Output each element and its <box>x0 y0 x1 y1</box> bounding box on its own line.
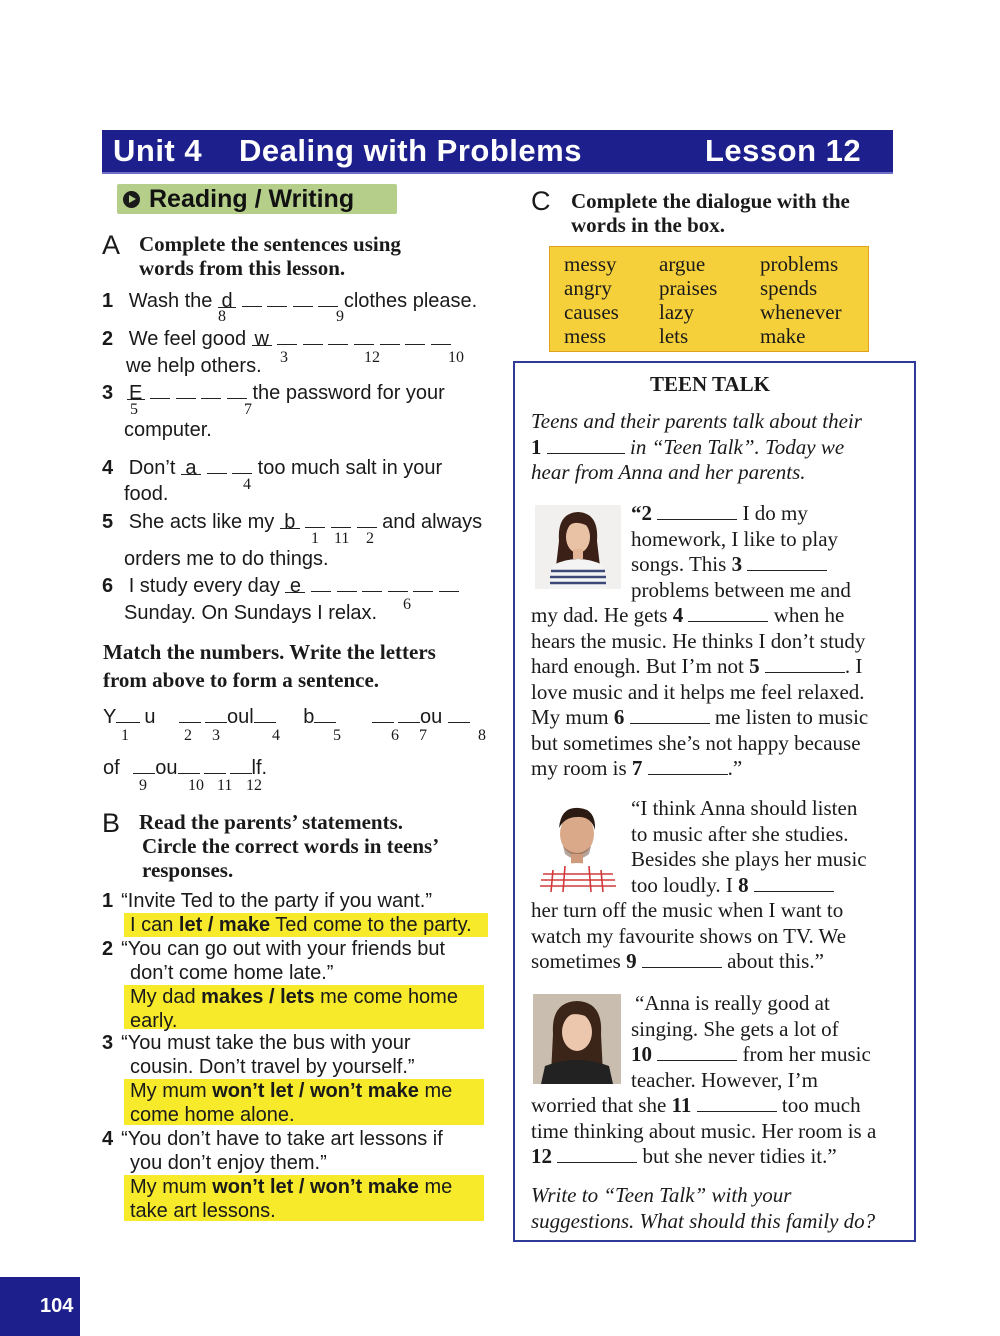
gap-number: 10 <box>631 1042 652 1066</box>
code-text: lf. <box>251 757 268 779</box>
unit-title: Dealing with Problems <box>239 133 582 168</box>
gap-blank[interactable] <box>630 705 710 724</box>
code-blank[interactable] <box>204 755 226 774</box>
code-line-1 <box>103 704 470 729</box>
unit-label: Unit 4 <box>113 133 203 168</box>
sentence-text: computer. <box>124 419 212 441</box>
sentence-item-6 <box>102 573 502 598</box>
answer-blank[interactable] <box>405 326 425 345</box>
item-number: 2 <box>102 938 114 960</box>
choice-options[interactable]: let / make <box>178 914 271 936</box>
woman-portrait-icon <box>533 994 621 1084</box>
badge-label: Reading / Writing <box>149 185 355 213</box>
gap-number: 2 <box>641 501 652 525</box>
hint-letter[interactable]: w <box>252 327 272 346</box>
word-option: lazy <box>659 300 694 324</box>
word-option: argue <box>659 252 706 276</box>
response-text: early. <box>130 1010 178 1032</box>
letter-index: 11 <box>217 777 233 794</box>
item-number: 6 <box>102 575 114 597</box>
intro-line: hear from Anna and her parents. <box>531 460 806 484</box>
sentence-item-2 <box>102 326 502 351</box>
text-line: teacher. However, I’m <box>631 1067 818 1092</box>
code-blank[interactable] <box>133 755 155 774</box>
anna-text-top <box>631 501 851 603</box>
text-line: her turn off the music when I want to <box>531 898 844 922</box>
answer-blank[interactable] <box>357 509 377 528</box>
man-portrait-icon <box>533 800 621 892</box>
mum-text-top <box>631 991 871 1093</box>
letter-index: 10 <box>188 777 204 794</box>
text-line: My mum <box>531 705 614 729</box>
teen-talk-intro <box>531 409 862 486</box>
sentence-text: orders me to do things. <box>124 548 329 570</box>
code-text: b <box>303 706 315 728</box>
text-line: too much <box>776 1093 861 1117</box>
gap-blank[interactable] <box>657 501 737 520</box>
parent-statement: cousin. Don’t travel by yourself.” <box>130 1056 415 1078</box>
answer-blank[interactable] <box>311 573 331 592</box>
teen-response <box>130 985 458 1009</box>
text-line: “Anna is really good at <box>635 991 830 1015</box>
answer-blank[interactable] <box>337 573 357 592</box>
instruction-line: Read the parents’ statements. <box>139 810 404 834</box>
letter-index: 4 <box>272 727 280 744</box>
code-text: ou <box>155 757 178 779</box>
word-option: whenever <box>760 300 842 324</box>
gap-blank[interactable] <box>648 756 728 775</box>
instruction-line: Complete the dialogue with the <box>571 189 850 213</box>
writing-task <box>531 1183 875 1234</box>
text-line: sometimes <box>531 949 627 973</box>
teen-talk-title: TEEN TALK <box>650 372 771 396</box>
letter-index: 1 <box>121 727 129 744</box>
choice-options[interactable]: won’t let / won’t make <box>212 1176 419 1198</box>
gap-number: 6 <box>613 705 625 729</box>
gap-blank[interactable] <box>688 603 768 622</box>
answer-blank[interactable] <box>242 288 262 307</box>
parent-statement: “You don’t have to take art lessons if <box>121 1128 443 1150</box>
gap-blank[interactable] <box>557 1144 637 1163</box>
instruction-line: Circle the correct words in teens’ <box>142 834 440 858</box>
code-blank[interactable] <box>372 704 394 723</box>
instruction-line: Match the numbers. Write the letters <box>103 640 436 664</box>
response-text: come home alone. <box>130 1104 295 1126</box>
word-option: make <box>760 324 806 348</box>
play-icon <box>123 191 140 208</box>
unit-header-bar <box>102 130 893 174</box>
match-instruction <box>103 638 436 694</box>
anna-text-bottom <box>531 603 868 782</box>
code-blank[interactable] <box>230 755 252 774</box>
item-number: 2 <box>102 328 114 350</box>
text-line: love music and it helps me feel relaxed. <box>531 679 865 704</box>
letter-index: 6 <box>391 727 399 744</box>
text-line: songs. This <box>631 552 732 576</box>
task-line: suggestions. What should this family do? <box>531 1208 876 1233</box>
letter-index: 8 <box>478 727 486 744</box>
dad-text-top <box>631 796 867 898</box>
text-line: worried that she <box>531 1093 672 1117</box>
gap-number: 9 <box>626 949 637 973</box>
statement-item-4 <box>102 1127 452 1223</box>
sentence-text: and always <box>382 511 483 533</box>
parent-statement: don’t come home late.” <box>130 962 334 984</box>
answer-blank[interactable] <box>201 380 221 399</box>
word-option: lets <box>659 324 689 348</box>
letter-index: 7 <box>244 401 252 418</box>
sentence-text: too much salt in your <box>257 457 443 479</box>
answer-blank[interactable] <box>303 326 323 345</box>
word-option: messy <box>564 252 617 276</box>
parent-statement: you don’t enjoy them.” <box>130 1152 327 1174</box>
section-letter-b: B <box>102 808 121 838</box>
code-text: ou <box>419 706 443 728</box>
answer-blank[interactable] <box>207 455 227 474</box>
statement-item-1 <box>102 889 472 937</box>
page-number: 104 <box>40 1295 74 1317</box>
gap-number: 7 <box>631 756 643 780</box>
text-line: to music after she studies. <box>631 821 849 846</box>
code-blank[interactable] <box>179 704 201 723</box>
gap-number: 12 <box>531 1144 552 1168</box>
response-text: me <box>418 1080 453 1102</box>
response-text: My mum <box>130 1080 213 1102</box>
anna-photo <box>535 505 621 589</box>
text-line: me listen to music <box>709 705 869 729</box>
letter-index: 7 <box>419 727 427 744</box>
sentence-text: I study every day <box>128 575 280 597</box>
item-number: 4 <box>102 457 114 479</box>
gap-number: 3 <box>731 552 743 576</box>
code-blank[interactable] <box>205 704 227 723</box>
letter-index: 4 <box>243 476 251 493</box>
letter-index: 2 <box>184 727 192 744</box>
statement-item-3 <box>102 1031 452 1127</box>
code-text: oul <box>227 706 254 728</box>
word-option: angry <box>564 276 612 300</box>
text-line: hard enough. But I’m not <box>531 654 750 678</box>
letter-index: 12 <box>364 349 380 366</box>
letter-index: 10 <box>448 349 464 366</box>
intro-line: Teens and their parents talk about their <box>531 409 862 433</box>
text-line: Besides she plays her music <box>631 847 867 871</box>
teen-response <box>130 1079 452 1103</box>
text-line: when he <box>768 603 845 627</box>
teen-response <box>130 913 472 937</box>
code-blank[interactable] <box>398 704 420 723</box>
text-line: singing. She gets a lot of <box>631 1016 839 1041</box>
item-number: 3 <box>102 1032 114 1054</box>
lesson-label: Lesson 12 <box>705 133 862 168</box>
letter-index: 5 <box>130 401 138 418</box>
sentence-text: We feel good <box>128 328 247 350</box>
answer-blank[interactable] <box>150 380 170 399</box>
gap-number: 5 <box>749 654 760 678</box>
hint-letter[interactable]: E <box>127 381 145 400</box>
intro-line: in “Teen Talk”. Today we <box>624 434 845 459</box>
sentence-item-1 <box>102 288 502 313</box>
sentence-item-5 <box>102 509 502 534</box>
text-line: about this.” <box>721 949 824 973</box>
text-line: .” <box>727 756 743 780</box>
text-line: I do my <box>737 501 808 525</box>
response-text: I can <box>130 914 179 936</box>
gap-blank[interactable] <box>765 654 845 673</box>
hint-letter[interactable]: d <box>218 289 236 308</box>
response-text: Ted come to the party. <box>270 914 472 936</box>
text-line: time thinking about music. Her room is a <box>531 1118 877 1143</box>
girl-portrait-icon <box>535 505 621 589</box>
item-number: 1 <box>102 890 114 912</box>
item-number: 4 <box>102 1128 114 1150</box>
gap-number: 1 <box>531 434 542 459</box>
code-blank[interactable] <box>116 704 140 723</box>
answer-blank[interactable] <box>232 455 252 474</box>
word-box <box>549 246 869 352</box>
parent-statement: “Invite Ted to the party if you want.” <box>121 890 433 912</box>
answer-blank[interactable] <box>331 509 351 528</box>
code-line-2 <box>103 755 267 780</box>
mum-text-bottom <box>531 1093 876 1170</box>
answer-blank[interactable] <box>413 573 433 592</box>
hint-letter[interactable]: a <box>181 456 201 475</box>
response-text: me <box>418 1176 453 1198</box>
item-number: 5 <box>102 511 114 533</box>
choice-options[interactable]: makes / lets <box>201 986 315 1008</box>
dad-text-bottom <box>531 898 846 975</box>
code-text: u <box>144 706 156 728</box>
statement-item-2 <box>102 937 458 1033</box>
code-blank[interactable] <box>448 704 470 723</box>
page-number-tab <box>0 1277 80 1336</box>
answer-blank[interactable] <box>267 288 287 307</box>
sentence-text: Sunday. On Sundays I relax. <box>124 602 378 624</box>
letter-index: 1 <box>311 530 319 547</box>
instruction-line: responses. <box>142 858 234 882</box>
word-option: causes <box>564 300 619 324</box>
code-blank[interactable] <box>178 755 200 774</box>
reading-writing-badge <box>117 184 397 214</box>
answer-blank[interactable] <box>305 509 325 528</box>
sentence-text: clothes please. <box>343 290 478 312</box>
answer-blank[interactable] <box>431 326 451 345</box>
item-number: 3 <box>102 382 114 404</box>
dad-photo <box>533 800 621 892</box>
section-b-instruction <box>139 810 439 882</box>
answer-blank[interactable] <box>328 326 348 345</box>
text-line: but sometimes she’s not happy because <box>531 730 861 755</box>
choice-options[interactable]: won’t let / won’t make <box>212 1080 419 1102</box>
word-option: mess <box>564 324 606 348</box>
sentence-text: She acts like my <box>128 511 275 533</box>
hint-letter[interactable]: b <box>280 510 300 529</box>
answer-blank[interactable] <box>380 326 400 345</box>
response-text: My mum <box>130 1176 213 1198</box>
text-line: . I <box>844 654 863 678</box>
letter-index: 2 <box>366 530 374 547</box>
letter-index: 11 <box>334 530 350 547</box>
response-text: My dad <box>130 986 202 1008</box>
letter-index: 12 <box>246 777 262 794</box>
sentence-text: we help others. <box>126 355 262 377</box>
instruction-line: Complete the sentences using <box>139 232 401 256</box>
gap-blank[interactable] <box>747 552 827 571</box>
sentence-text: Don’t <box>128 457 176 479</box>
answer-blank[interactable] <box>354 326 374 345</box>
sentence-text: the password for your <box>252 382 445 404</box>
text-line: “I think Anna should listen <box>631 796 858 820</box>
gap-blank[interactable] <box>642 949 722 968</box>
quote-mark: “ <box>631 501 642 525</box>
answer-blank[interactable] <box>388 573 408 592</box>
gap-blank[interactable] <box>547 435 625 454</box>
answer-blank[interactable] <box>439 573 459 592</box>
text-line: watch my favourite shows on TV. We <box>531 923 847 948</box>
gap-number: 8 <box>738 872 749 897</box>
letter-index: 3 <box>280 349 288 366</box>
word-option: spends <box>760 276 818 300</box>
gap-blank[interactable] <box>697 1093 777 1112</box>
sentence-item-4 <box>102 455 502 480</box>
instruction-line: words in the box. <box>571 213 726 237</box>
gap-number: 4 <box>672 603 684 627</box>
text-line: problems between me and <box>631 577 851 602</box>
text-line: too loudly. I <box>631 872 739 897</box>
parent-statement: “You must take the bus with your <box>121 1032 411 1054</box>
response-text: me come home <box>314 986 458 1008</box>
task-line: Write to “Teen Talk” with your <box>531 1183 792 1207</box>
answer-blank[interactable] <box>362 573 382 592</box>
section-c-instruction <box>571 189 850 237</box>
word-option: problems <box>760 252 839 276</box>
letter-index: 3 <box>212 727 220 744</box>
letter-index: 6 <box>403 596 411 613</box>
answer-blank[interactable] <box>176 380 196 399</box>
gap-number: 11 <box>671 1093 692 1117</box>
section-a-instruction <box>139 232 401 280</box>
text-line: homework, I like to play <box>631 526 839 551</box>
word-option: praises <box>659 276 718 300</box>
answer-blank[interactable] <box>277 326 297 345</box>
instruction-line: from above to form a sentence. <box>103 668 380 692</box>
code-blank[interactable] <box>254 704 276 723</box>
letter-index: 9 <box>139 777 147 794</box>
teen-response <box>130 1175 452 1199</box>
gap-blank[interactable] <box>657 1042 737 1061</box>
letter-index: 8 <box>218 308 226 325</box>
text-line: my room is <box>531 756 632 780</box>
code-text: Y <box>103 706 117 728</box>
code-text: of <box>103 757 120 779</box>
letter-index: 9 <box>336 308 344 325</box>
section-letter-a: A <box>102 230 121 260</box>
hint-letter[interactable]: e <box>285 574 305 593</box>
mum-photo <box>533 994 621 1084</box>
code-blank[interactable] <box>314 704 336 723</box>
answer-blank[interactable] <box>318 288 338 307</box>
instruction-line: words from this lesson. <box>139 256 346 280</box>
response-text: take art lessons. <box>130 1200 276 1222</box>
text-line: my dad. He gets <box>531 603 673 627</box>
sentence-text: food. <box>124 483 169 505</box>
sentence-text: Wash the <box>128 290 213 312</box>
letter-index: 5 <box>333 727 341 744</box>
text-line: from her music <box>737 1042 871 1066</box>
section-letter-c: C <box>531 186 551 216</box>
answer-blank[interactable] <box>227 380 247 399</box>
item-number: 1 <box>102 290 114 312</box>
gap-blank[interactable] <box>754 873 834 892</box>
text-line: hears the music. He thinks I don’t study <box>531 628 866 653</box>
text-line: but she never tidies it.” <box>637 1144 837 1168</box>
parent-statement: “You can go out with your friends but <box>121 938 446 960</box>
sentence-item-3 <box>102 380 502 405</box>
answer-blank[interactable] <box>293 288 313 307</box>
